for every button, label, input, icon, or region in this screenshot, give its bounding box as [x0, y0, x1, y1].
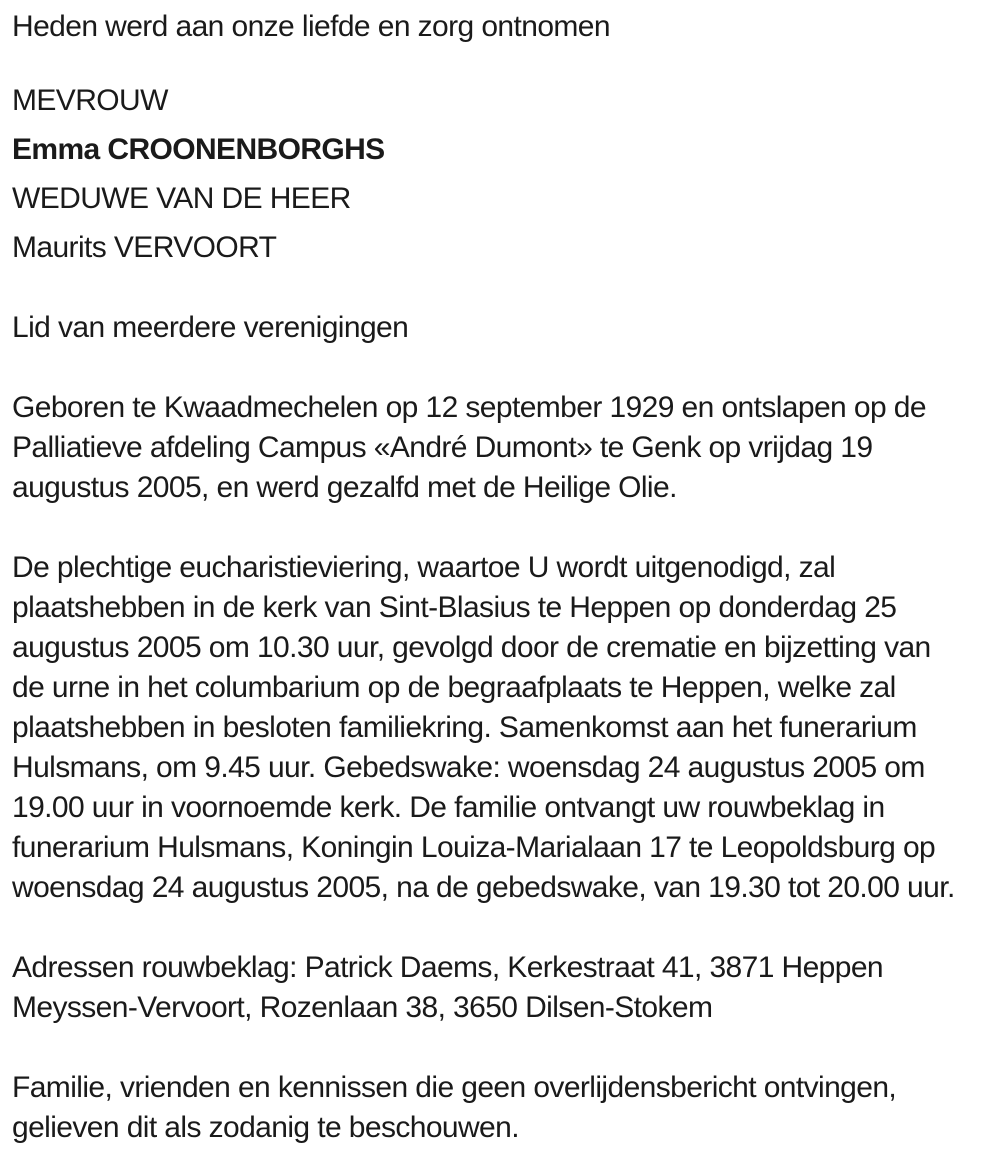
text-line: plaatshebben in besloten familiekring. Samenkomst aan het funerarium: [12, 711, 917, 744]
deceased-name: Emma CROONENBORGHS: [12, 133, 385, 166]
text-line: funerarium Hulsmans, Koningin Louiza-Marialaan 17 te Leopoldsburg op: [12, 831, 936, 864]
text-line: Geboren te Kwaadmechelen op 12 september 1929 en ontslapen op de: [12, 391, 926, 424]
deceased-relation: WEDUWE VAN DE HEER: [12, 182, 351, 215]
paragraph-closing: [12, 1068, 992, 1148]
text-line: de urne in het columbarium op de begraafplaats te Heppen, welke zal: [12, 671, 896, 704]
text-line: gelieven dit als zodanig te beschouwen.: [12, 1111, 519, 1144]
text-line: woensdag 24 augustus 2005, na de gebedswake, van 19.30 tot 20.00 uur.: [12, 871, 955, 904]
text-line: 19.00 uur in voornoemde kerk. De familie ontvangt uw rouwbeklag in: [12, 791, 885, 824]
text-line: Palliatieve afdeling Campus «André Dumont» te Genk op vrijdag 19: [12, 431, 873, 464]
text-line: augustus 2005, en werd gezalfd met de Heilige Olie.: [12, 471, 677, 504]
paragraph-service-details: [12, 548, 992, 908]
paragraph-birth-death: [12, 388, 992, 508]
spouse-name: Maurits VERVOORT: [12, 231, 277, 264]
intro-line: Heden werd aan onze liefde en zorg ontnomen: [12, 10, 610, 43]
memberships-line: Lid van meerdere verenigingen: [12, 311, 409, 344]
text-line: plaatshebben in de kerk van Sint-Blasius te Heppen op donderdag 25: [12, 591, 897, 624]
text-line: Adressen rouwbeklag: Patrick Daems, Kerkestraat 41, 3871 Heppen: [12, 951, 884, 984]
text-line: augustus 2005 om 10.30 uur, gevolgd door de crematie en bijzetting van: [12, 631, 931, 664]
text-line: De plechtige eucharistieviering, waartoe U wordt uitgenodigd, zal: [12, 551, 836, 584]
paragraph-condolence-addresses: [12, 948, 992, 1028]
deceased-title: MEVROUW: [12, 84, 168, 117]
text-line: Meyssen-Vervoort, Rozenlaan 38, 3650 Dilsen-Stokem: [12, 991, 713, 1024]
text-line: Hulsmans, om 9.45 uur. Gebedswake: woensdag 24 augustus 2005 om: [12, 751, 925, 784]
text-line: Familie, vrienden en kennissen die geen overlijdensbericht ontvingen,: [12, 1071, 897, 1104]
